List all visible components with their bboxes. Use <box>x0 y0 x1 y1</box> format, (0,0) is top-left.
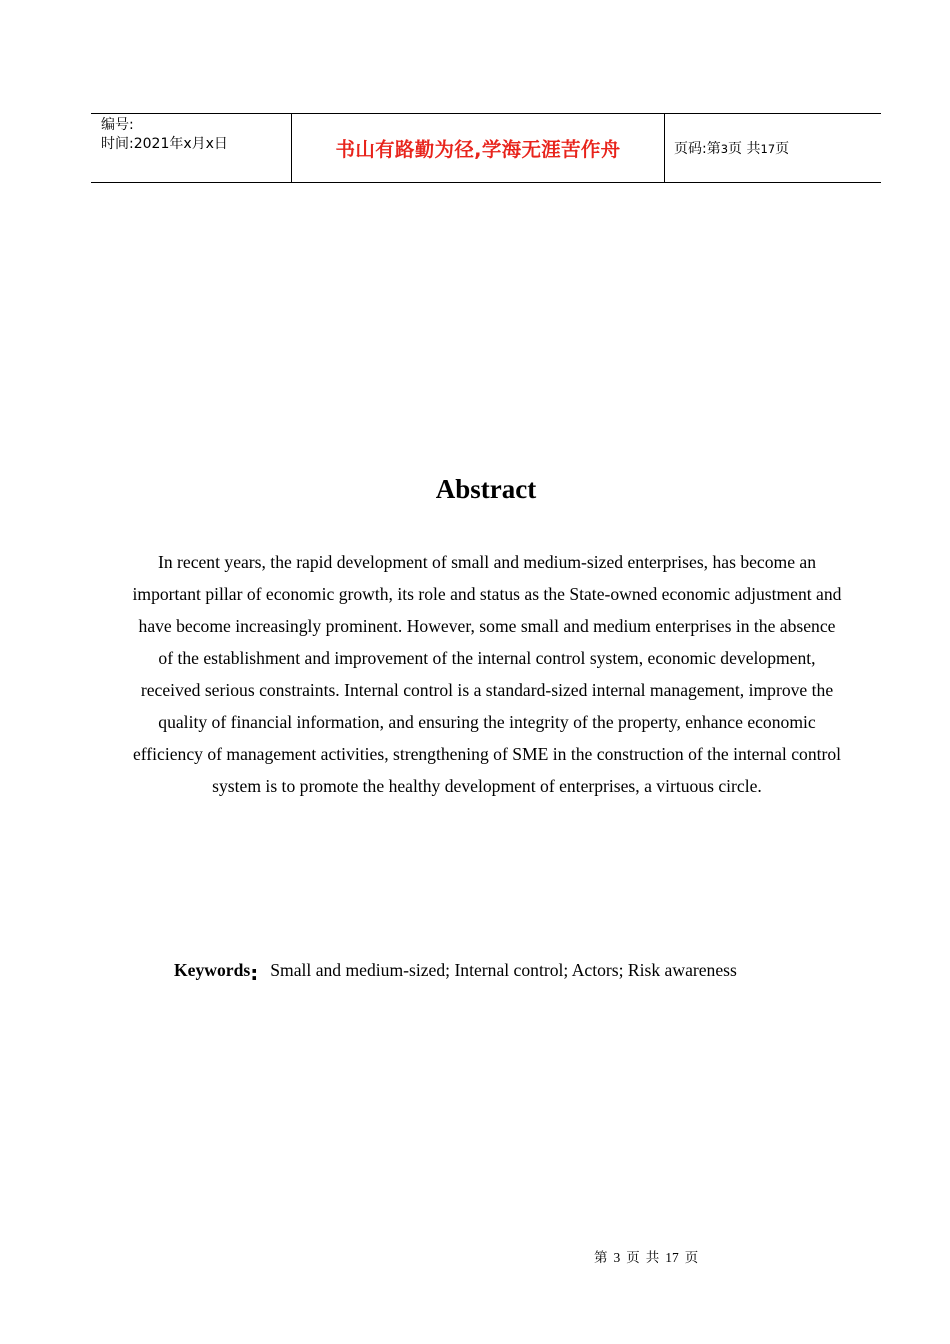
header-motto: 书山有路勤为径,学海无涯苦作舟 <box>335 138 621 161</box>
page-footer <box>594 1246 704 1266</box>
keywords-colon: : <box>250 961 259 985</box>
document-date: 时间:2021年x月x日 <box>101 136 228 152</box>
keywords-line <box>174 957 737 985</box>
footer-gong: 共 <box>645 1250 660 1265</box>
abstract-title: Abstract <box>435 474 537 504</box>
page-prefix: 页码:第 <box>674 141 721 157</box>
keywords-text: Small and medium-sized; Internal control; Actors; Risk awareness <box>270 960 737 980</box>
footer-ye-end: 页 <box>684 1250 699 1265</box>
footer-di: 第 <box>594 1250 608 1265</box>
page-mid: 页 共 <box>728 141 761 157</box>
footer-total-pages: 17 <box>665 1250 679 1265</box>
abstract-body: In recent years, the rapid development of small and medium-sized enterprises, has become an important pillar of economic growth, its role and status as the State-owned economic adjustment and have become increasingly prominent. However, some small and medium enterprises in the absence of the establishment and improvement of the internal control system, economic development, received serious constraints. Internal control is a standard-sized internal management, improve the quality of financial information, and ensuring the integrity of the property, enhance economic efficiency of management activities, strengthening of SME in the construction of the internal control system is to promote the healthy development of enterprises, a virtuous circle. <box>132 552 842 796</box>
header-meta <box>91 114 292 182</box>
footer-current-page: 3 <box>613 1250 621 1265</box>
page-current: 3 <box>720 142 729 156</box>
header-motto-cell <box>292 114 665 182</box>
header-page-info <box>674 138 881 158</box>
header-page-cell <box>665 114 881 182</box>
document-number-label: 编号: <box>101 117 134 133</box>
footer-ye: 页 <box>626 1250 640 1265</box>
page-header <box>91 113 881 183</box>
keywords-label: Keywords <box>174 960 251 980</box>
page-suffix: 页 <box>775 141 790 157</box>
page-total: 17 <box>760 142 776 156</box>
